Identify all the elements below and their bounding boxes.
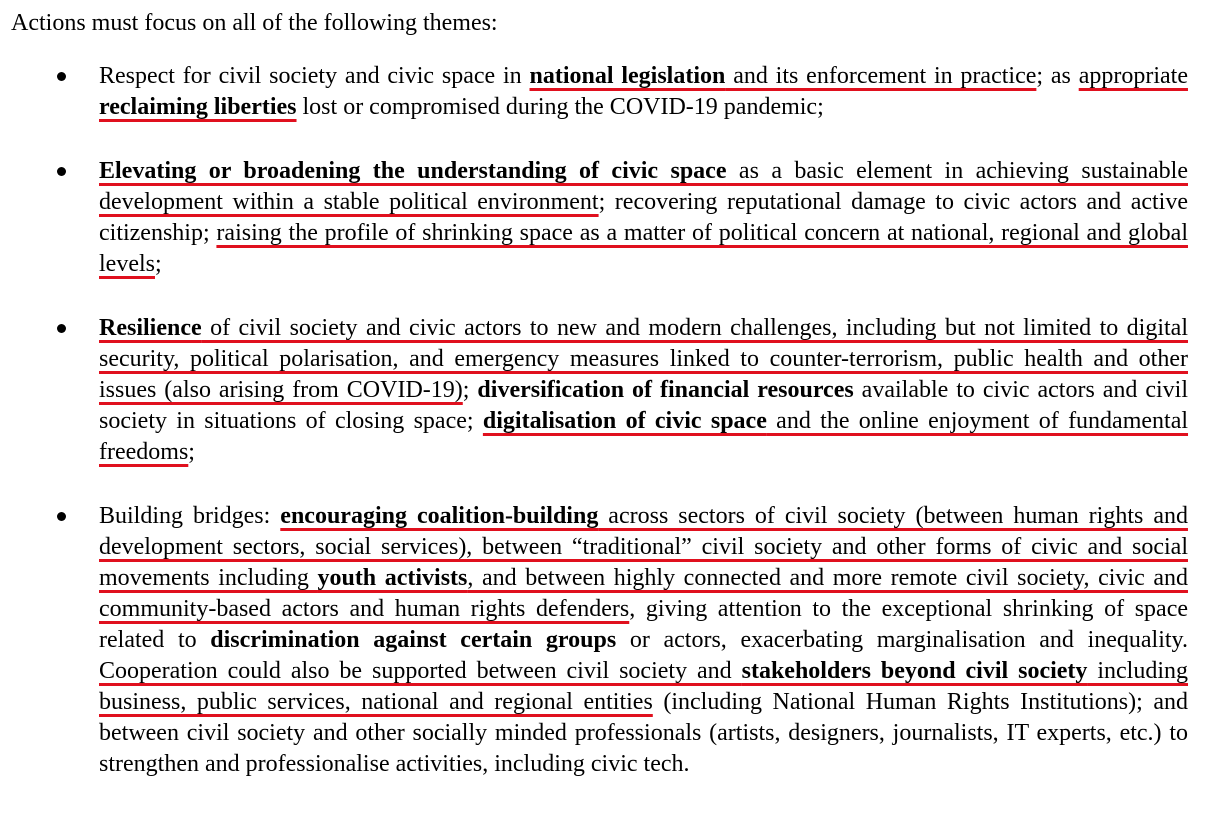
text-segment: of civil society and civic actors to new and modern challenges, including but not limited to digital security, political polarisation, and emergency measures linked to counter-terrorism, public health and other issues (also arising from COVID-19): [99, 315, 1188, 403]
text-segment: across sectors of civil society (between human rights and development sectors, social services), between “traditional” civil society and other forms of civic and social movements including: [99, 503, 1188, 591]
theme-item: [11, 313, 1191, 468]
text-segment: (including National Human Rights Institutions); and between civil society and other socially minded professionals (artists, designers, journalists, IT experts, etc.) to strengthen and professionalise activities, including civic tech.: [99, 689, 1188, 777]
theme-text: [99, 313, 1188, 468]
highlighted-phrase: national legislation: [529, 63, 726, 89]
text-segment: or actors, exacerbating marginalisation and inequality.: [616, 627, 1188, 653]
highlighted-phrase: reclaiming liberties: [99, 94, 297, 120]
theme-item: [11, 61, 1191, 123]
highlighted-phrase: digitalisation of civic space: [482, 408, 767, 434]
highlighted-phrase: diversification of financial resources: [477, 377, 854, 403]
text-segment: ; as: [1036, 63, 1079, 89]
bullet-icon: [57, 72, 66, 81]
themes-list: [11, 61, 1191, 780]
text-segment: Cooperation could also be supported between civil society and: [99, 658, 742, 684]
highlighted-phrase: youth activists: [317, 565, 468, 591]
highlighted-phrase: Elevating or broadening the understanding of civic space: [99, 158, 727, 184]
text-segment: available to civic actors and civil society in situations of closing space;: [99, 377, 1189, 434]
text-segment: , giving attention to the exceptional shrinking of space related to: [99, 596, 1189, 653]
bullet-icon: [57, 324, 66, 333]
intro-text: Actions must focus on all of the following themes:: [11, 10, 498, 36]
bullet-icon: [57, 512, 66, 521]
text-segment: raising the profile of shrinking space as a matter of political concern at national, regional and global levels: [99, 220, 1188, 277]
text-segment: appropriate: [1078, 63, 1188, 89]
text-segment: , and between highly connected and more remote civil society, civic and community-based actors and human rights defenders: [99, 565, 1188, 622]
theme-item: [11, 156, 1191, 280]
text-segment: Building bridges:: [99, 503, 281, 529]
bullet-icon: [57, 167, 66, 176]
text-segment: lost or compromised during the COVID-19 pandemic;: [296, 94, 824, 120]
text-segment: and the online enjoyment of fundamental freedoms: [99, 408, 1189, 465]
theme-item: [11, 501, 1191, 780]
highlighted-phrase: Resilience: [99, 315, 202, 341]
text-segment: as a basic element in achieving sustainable development within a stable political environment: [99, 158, 1188, 215]
highlighted-phrase: stakeholders beyond civil society: [741, 658, 1088, 684]
text-segment: ; recovering reputational damage to civic actors and active citizenship;: [99, 189, 1189, 246]
theme-text: [99, 501, 1188, 780]
text-segment: Respect for civil society and civic space in: [99, 63, 530, 89]
text-segment: including business, public services, national and regional entities: [99, 658, 1189, 715]
text-segment: ;: [462, 377, 478, 403]
document: [11, 8, 1191, 813]
highlighted-phrase: encouraging coalition-building: [280, 503, 599, 529]
theme-text: [99, 61, 1188, 123]
highlighted-phrase: discrimination against certain groups: [210, 627, 617, 653]
text-segment: ;: [188, 439, 195, 465]
text-segment: ;: [154, 251, 162, 277]
text-segment: and its enforcement in practice: [725, 63, 1037, 89]
theme-text: [99, 156, 1188, 280]
